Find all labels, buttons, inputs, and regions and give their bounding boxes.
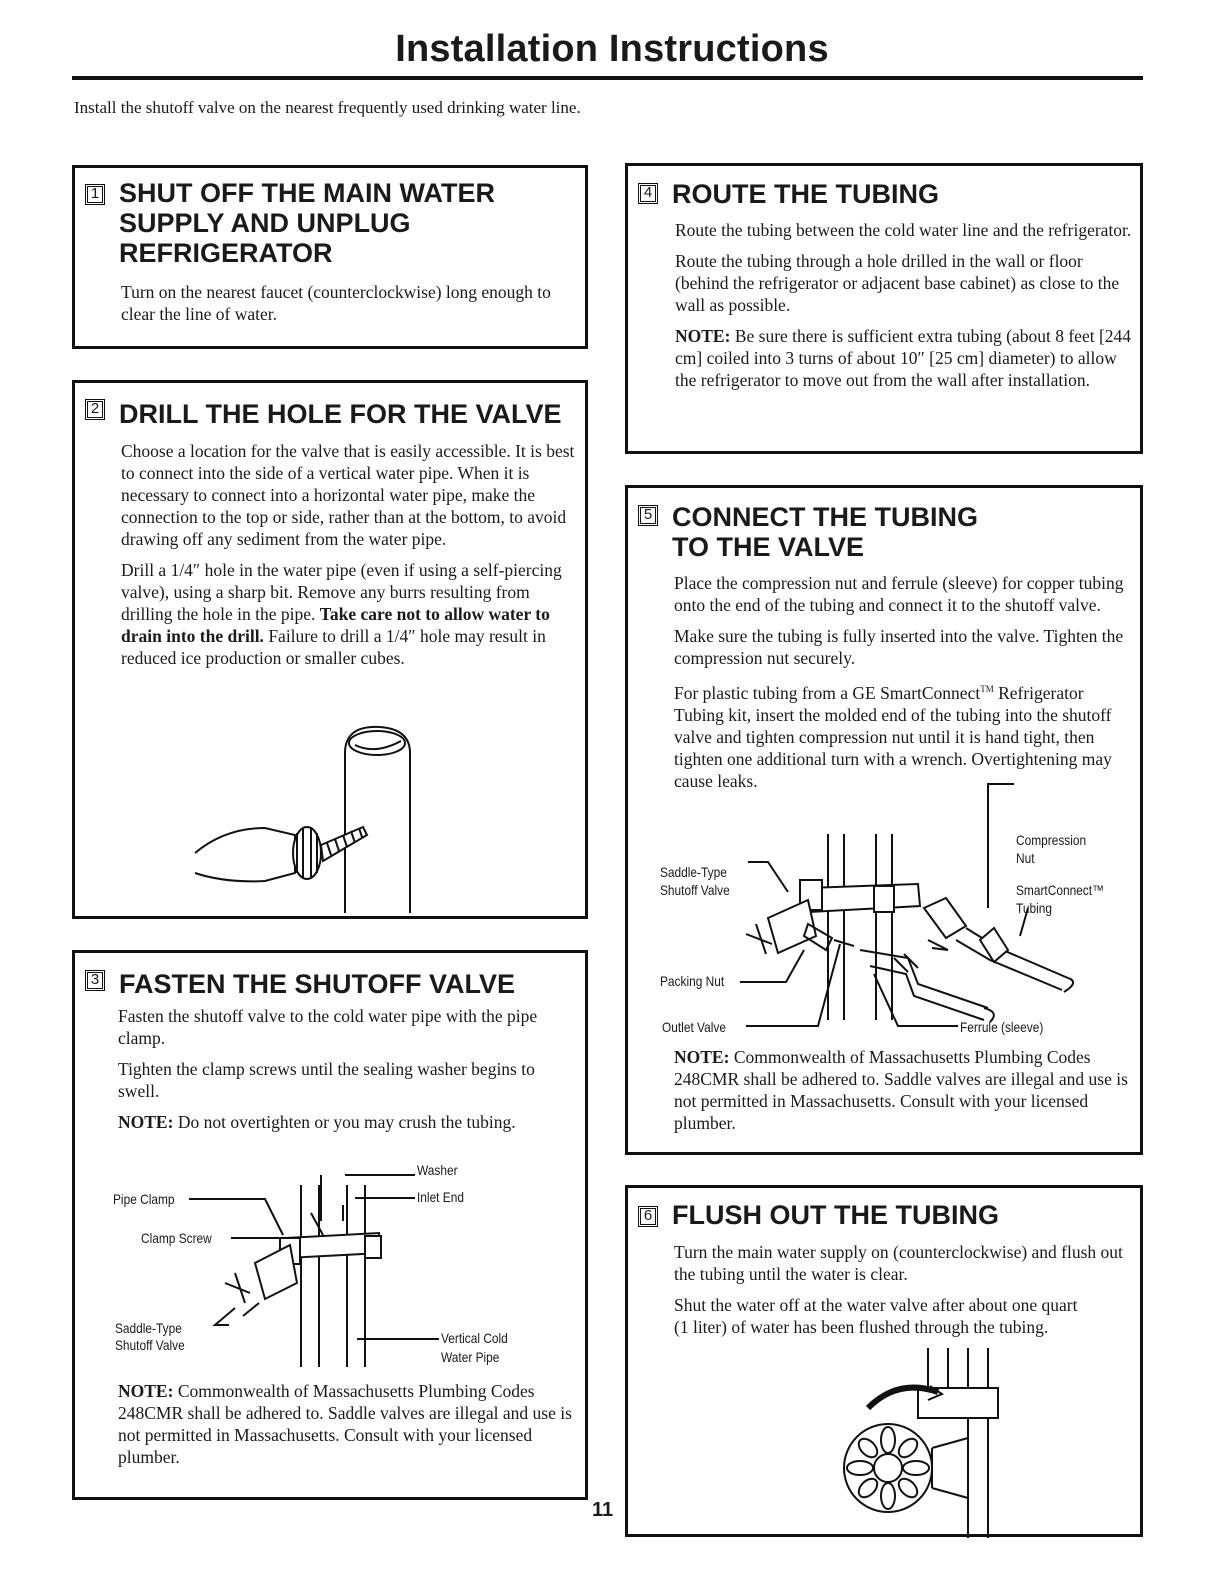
step-4-box xyxy=(625,163,1143,454)
step-6-heading: FLUSH OUT THE TUBING xyxy=(672,1200,999,1230)
step-2-heading: DRILL THE HOLE FOR THE VALVE xyxy=(119,399,562,429)
step-4-note-label: NOTE: xyxy=(675,326,731,346)
label-smartconnect-2: Tubing xyxy=(1016,900,1052,916)
step-3-note-2-paragraph xyxy=(118,1380,578,1468)
step-6-paragraph-1: Turn the main water supply on (counterclockwise) and flush out the tubing until the water is clear. xyxy=(674,1242,1123,1284)
step-2-warning: Take care not to allow water to drain into the drill. xyxy=(121,604,550,646)
label-clamp-screw: Clamp Screw xyxy=(141,1230,212,1246)
step-4-text xyxy=(675,219,1137,400)
label-smartconnect-1: SmartConnect™ xyxy=(1016,882,1104,898)
step-5-note xyxy=(674,1046,1140,1143)
step-3-box xyxy=(72,950,588,1500)
step-2-text xyxy=(121,440,577,678)
step-3-note-2-label: NOTE: xyxy=(118,1381,174,1401)
step-5-heading-line-2: TO THE VALVE xyxy=(672,532,865,562)
label-outlet-valve: Outlet Valve xyxy=(662,1019,726,1035)
step-5-heading-line-1: CONNECT THE TUBING xyxy=(672,502,978,532)
step-3-paragraph-2: Tighten the clamp screws until the sealing washer begins to swell. xyxy=(118,1059,535,1101)
step-3-heading: FASTEN THE SHUTOFF VALVE xyxy=(119,969,516,999)
label-saddle-valve-2: Shutoff Valve xyxy=(115,1337,185,1353)
step-3-note-2 xyxy=(118,1380,578,1477)
label-compression-nut-1: Compression xyxy=(1016,832,1087,848)
step-5-box xyxy=(625,485,1143,1155)
page-title: Installation Instructions xyxy=(395,28,829,70)
step-4-paragraph-2: Route the tubing through a hole drilled in the wall or floor (behind the refrigerator or adjacent base cabinet) as close to the wall as possible. xyxy=(675,251,1120,315)
step-3-number: 3 xyxy=(85,970,105,991)
step-2-paragraph-1: Choose a location for the valve that is easily accessible. It is best to connect into the side of a vertical water pipe. When it is necessary to connect into a horizontal water pipe, make the connection to the top or side, rather than at the bottom, to avoid drawing off any sediment from the water pipe. xyxy=(121,441,575,549)
step-2-box xyxy=(72,380,588,919)
label-inlet-end: Inlet End xyxy=(417,1189,464,1205)
step-4-paragraph-1: Route the tubing between the cold water line and the refrigerator. xyxy=(675,220,1132,240)
trademark-mark: TM xyxy=(980,684,994,694)
intro-text: Install the shutoff valve on the nearest frequently used drinking water line. xyxy=(74,98,581,117)
step-5-p3a: For plastic tubing from a GE SmartConnect xyxy=(674,682,981,703)
page-number: 11 xyxy=(592,1499,614,1521)
label-pipe-clamp: Pipe Clamp xyxy=(113,1191,175,1207)
step-5-p3b: Refrigerator Tubing kit, insert the molded end of the tubing into the shutoff valve and tighten compression nut until it is hand tight, then tighten one additional turn with a wrench. Overtightening may cause leaks. xyxy=(674,682,1112,791)
step-5-number: 5 xyxy=(638,505,658,526)
step-1-box xyxy=(72,165,588,349)
step-2-p2c: Failure to drill a 1/4″ hole may result in reduced ice production or smaller cubes. xyxy=(121,626,546,668)
label-vertical-pipe-1: Vertical Cold xyxy=(441,1330,508,1346)
step-6-number: 6 xyxy=(638,1206,658,1227)
step-2-number: 2 xyxy=(85,399,105,420)
step-5-note-text: Commonwealth of Massachusetts Plumbing Codes 248CMR shall be adhered to. Saddle valves are illegal and use is not permitted in Massachusetts. Consult with your licensed plumber. xyxy=(674,1047,1128,1133)
step-3-note-2-text: Commonwealth of Massachusetts Plumbing Codes 248CMR shall be adhered to. Saddle valves are illegal and use is not permitted in Massachusetts. Consult with your licensed plumber. xyxy=(118,1381,572,1467)
step-5-paragraph-1: Place the compression nut and ferrule (sleeve) for copper tubing onto the end of the tubing and connect it to the shutoff valve. xyxy=(674,573,1124,615)
step-5-note-paragraph xyxy=(674,1046,1140,1134)
label-packing-nut: Packing Nut xyxy=(660,973,725,989)
step-4-note-text: Be sure there is sufficient extra tubing (about 8 feet [244 cm] coiled into 3 turns of about 10″ [25 cm] diameter) to allow the refrigerator to move out from the wall after installation. xyxy=(675,326,1132,390)
drill-illustration xyxy=(195,723,495,913)
label-vertical-pipe-2: Water Pipe xyxy=(441,1349,500,1365)
shutoff-valve-illustration xyxy=(828,1348,1028,1538)
step-2-paragraph-2 xyxy=(121,559,577,669)
step-4-number: 4 xyxy=(638,183,658,204)
label-ferrule: Ferrule (sleeve) xyxy=(960,1019,1044,1035)
label-compression-nut-2: Nut xyxy=(1016,850,1035,866)
step-2-p2a: Drill a 1/4″ hole in the water pipe (even if using a self-piercing valve), using a sharp bit. Remove any burrs resulting from drilling the hole in the pipe. xyxy=(121,560,562,624)
step-3-note-label: NOTE: xyxy=(118,1112,174,1132)
step-6-box xyxy=(625,1185,1143,1537)
label-saddle-type-2: Shutoff Valve xyxy=(660,882,730,898)
step-4-note xyxy=(675,325,1137,391)
step-1-number: 1 xyxy=(85,184,105,205)
step-3-paragraph-1: Fasten the shutoff valve to the cold water pipe with the pipe clamp. xyxy=(118,1006,538,1048)
step-1-text xyxy=(121,281,581,334)
step-3-note-text: Do not overtighten or you may crush the tubing. xyxy=(177,1112,516,1132)
label-washer: Washer xyxy=(417,1162,458,1178)
label-saddle-type-1: Saddle-Type xyxy=(660,864,727,880)
step-6-paragraph-2: Shut the water off at the water valve after about one quart (1 liter) of water has been flushed through the tubing. xyxy=(674,1295,1078,1337)
title-rule xyxy=(72,76,1143,80)
step-5-paragraph-2: Make sure the tubing is fully inserted into the valve. Tighten the compression nut securely. xyxy=(674,626,1124,668)
step-1-heading: SHUT OFF THE MAIN WATER SUPPLY AND UNPLUG REFRIGERATOR xyxy=(119,178,495,268)
step-1-paragraph: Turn on the nearest faucet (counterclockwise) long enough to clear the line of water. xyxy=(121,282,551,324)
step-4-heading: ROUTE THE TUBING xyxy=(672,179,939,209)
step-5-note-label: NOTE: xyxy=(674,1047,730,1067)
label-saddle-valve-1: Saddle-Type xyxy=(115,1320,182,1336)
step-6-text xyxy=(674,1241,1124,1347)
